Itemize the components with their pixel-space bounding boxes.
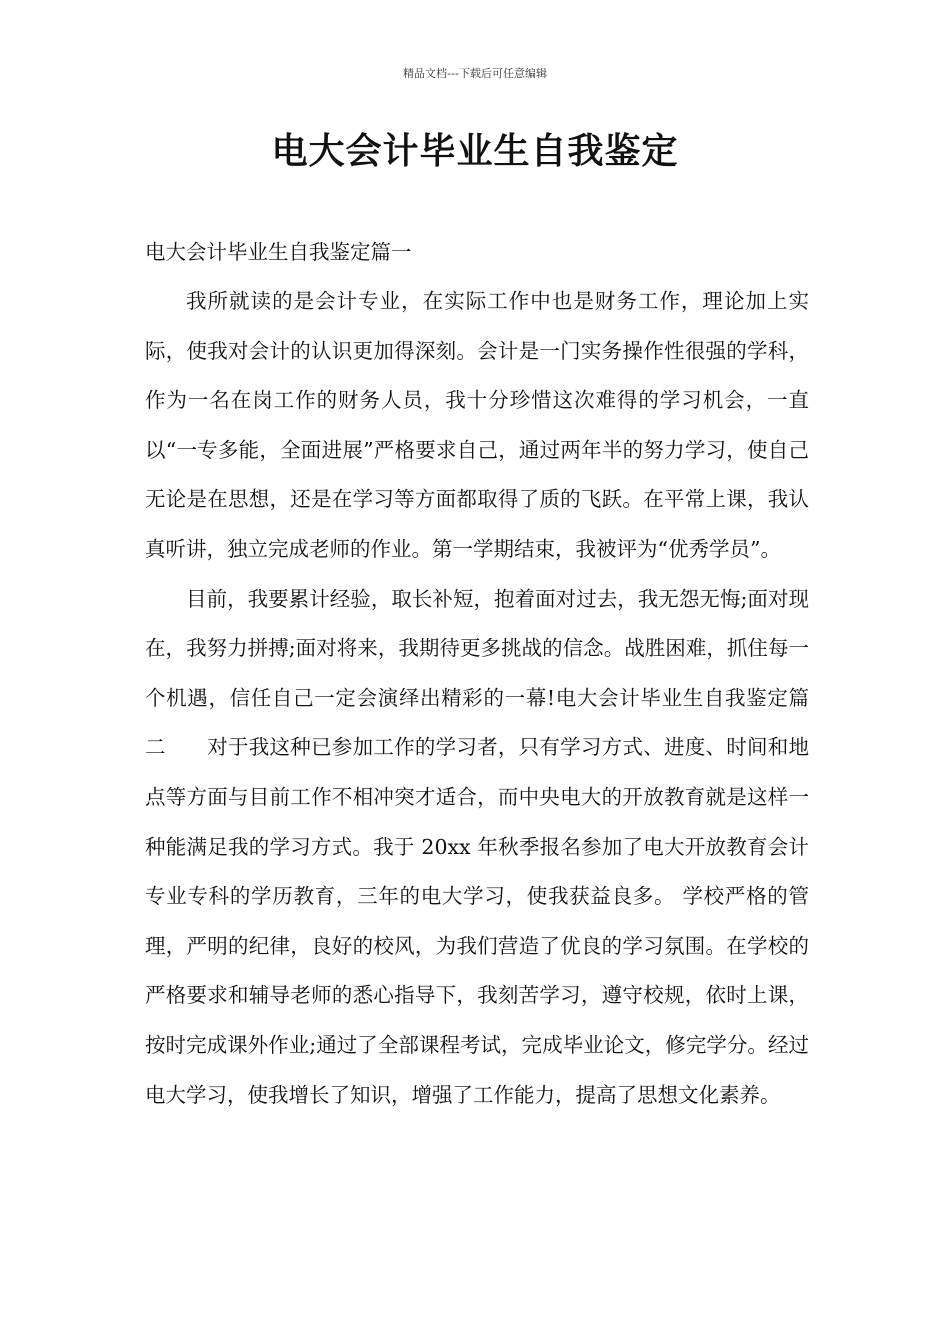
document-body	[145, 228, 809, 1120]
section-heading: 电大会计毕业生自我鉴定篇一	[145, 240, 412, 264]
header-note: 精品文档---下载后可任意编辑	[403, 67, 547, 80]
paragraph: 目前，我要累计经验，取长补短，抱着面对过去，我无怨无悔;面对现在，我努力拼搏;面对将来，我期待更多挑战的信念。战胜困难，抓住每一个机遇，信任自己一定会演绎出精彩的一幕!电大会计毕业生自我鉴定篇二 对于我这种已参加工作的学习者，只有学习方式、进度、时间和地点等方面与目前工作不相冲突才适合，而中央电大的开放教育就是这样一种能满足我的学习方式。我于 20xx 年秋季报名参加了电大开放教育会计专业专科的学历教育，三年的电大学习，使我获益良多。 学校严格的管理，严明的纪律，良好的校风，为我们营造了优良的学习氛围。在学校的严格要求和辅导老师的悉心指导下，我刻苦学习，遵守校规，依时上课，按时完成课外作业;通过了全部课程考试，完成毕业论文，修完学分。经过电大学习，使我增长了知识，增强了工作能力，提高了思想文化素养。	[145, 586, 809, 1107]
paragraph: 我所就读的是会计专业，在实际工作中也是财务工作，理论加上实际，使我对会计的认识更加得深刻。会计是一门实务操作性很强的学科，作为一名在岗工作的财务人员，我十分珍惜这次难得的学习机会，一直以“一专多能，全面进展”严格要求自己，通过两年半的努力学习，使自己无论是在思想，还是在学习等方面都取得了质的飞跃。在平常上课，我认真听讲，独立完成老师的作业。第一学期结束，我被评为“优秀学员”。	[145, 289, 809, 561]
document-title: 电大会计毕业生自我鉴定	[271, 131, 679, 172]
